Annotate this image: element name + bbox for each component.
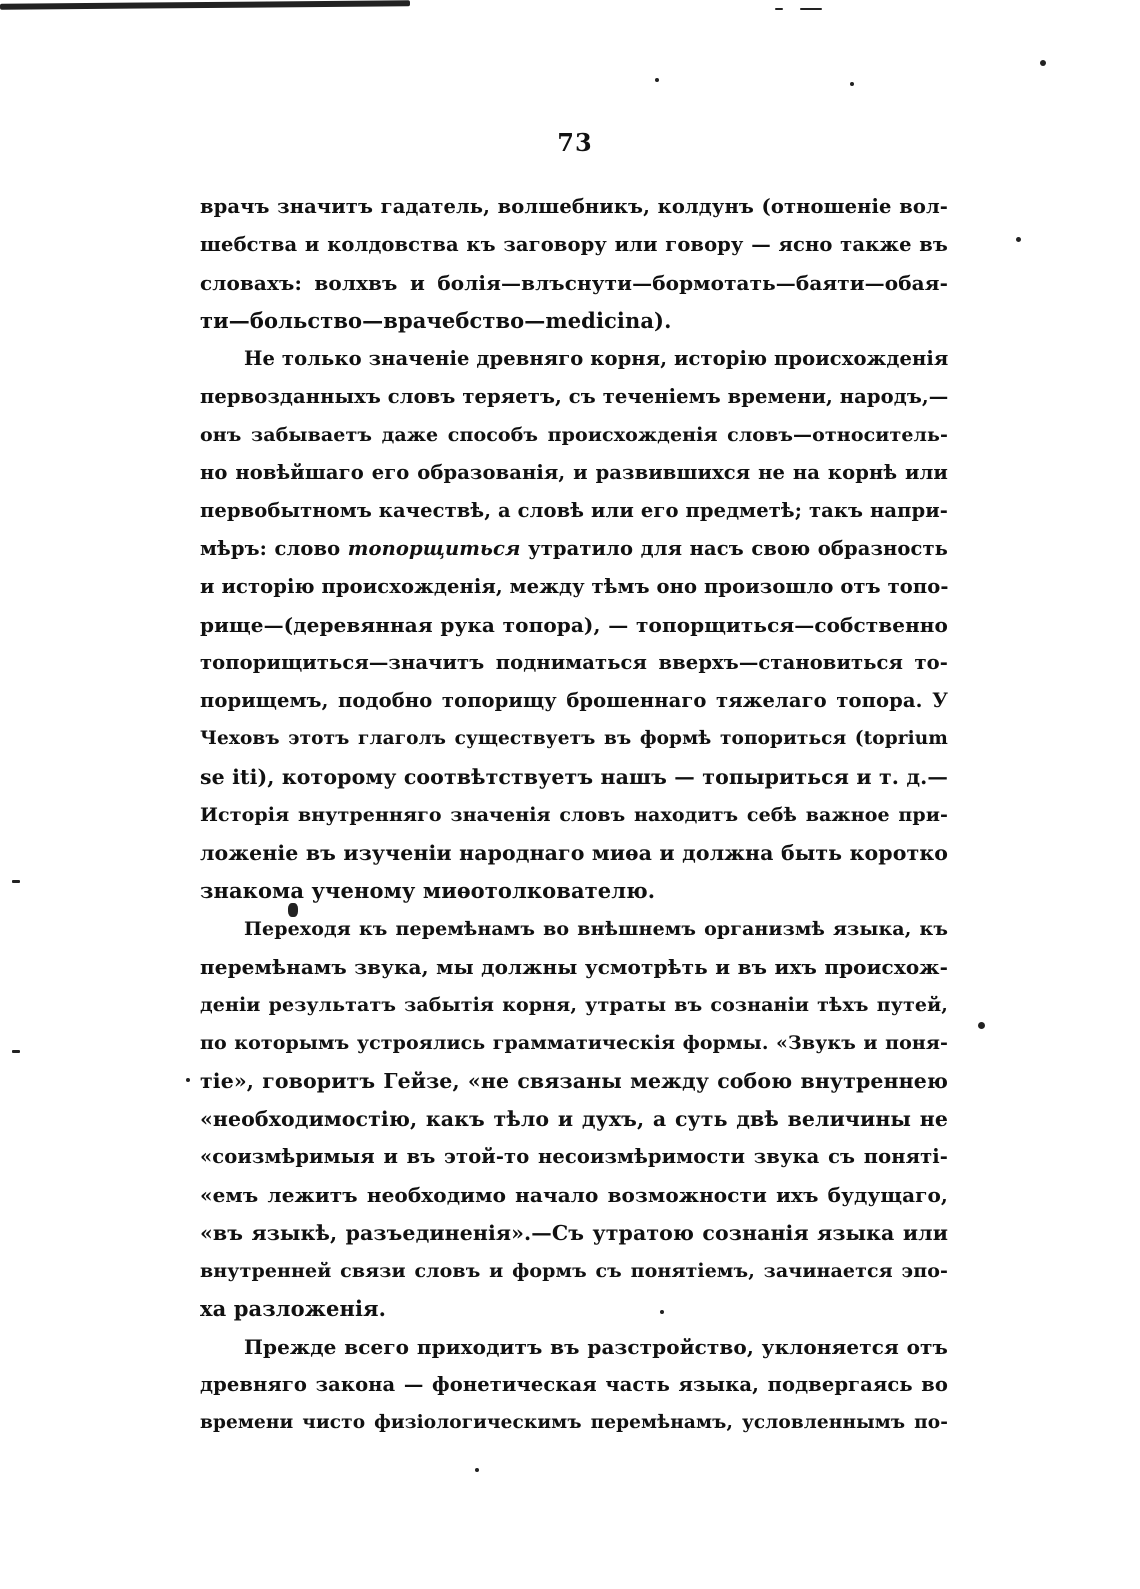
text-line: но новѣйшаго его образованія, и развившихся не на корнѣ или — [200, 461, 948, 484]
text-line: рище—(деревянная рука топора), — топорщиться—собственно — [200, 613, 948, 637]
text-line: внутренней связи словъ и формъ съ понятіемъ, зачинается эпо- — [200, 1260, 948, 1282]
scan-speck — [12, 1050, 20, 1053]
text-line: врачъ значитъ гадатель, волшебникъ, колдунъ (отношеніе вол- — [200, 195, 948, 218]
scan-speck — [1040, 60, 1046, 66]
scan-speck — [978, 1022, 985, 1029]
text-line: по которымъ устроялись грамматическія формы. «Звукъ и поня- — [200, 1032, 948, 1054]
text-line: Чеховъ этотъ глаголъ существуетъ въ формѣ топориться (toprium — [200, 728, 948, 749]
text-line: se iti), которому соотвѣтствуетъ нашъ — топыриться и т. д.— — [200, 765, 948, 789]
text-line: времени чисто физіологическимъ перемѣнамъ, условленнымъ по- — [200, 1412, 948, 1433]
text-line: словахъ: волхвъ и болія—влъснути—бормотать—баяти—обая- — [200, 271, 948, 295]
page-number: 73 — [557, 128, 593, 157]
scan-speck — [850, 82, 854, 86]
text-line: «необходимостію, какъ тѣло и духъ, а суть двѣ величины не — [200, 1107, 948, 1131]
italic-word: топорщиться — [347, 537, 521, 560]
text-line: ха разложенія. — [200, 1296, 387, 1321]
scan-speck — [775, 8, 783, 10]
paragraph-start-line: Прежде всего приходитъ въ разстройство, уклоняется отъ — [244, 1335, 948, 1359]
text-line: древняго закона — фонетическая часть языка, подвергаясь во — [200, 1373, 948, 1396]
paragraph-start-line: Переходя къ перемѣнамъ во внѣшнемъ организмѣ языка, къ — [244, 918, 948, 940]
text-line: первобытномъ качествѣ, а словѣ или его предметѣ; такъ напри- — [200, 499, 948, 522]
paragraph-start-line: Не только значеніе древняго корня, исторію происхожденія — [244, 347, 949, 370]
text-line: и исторію происхожденія, между тѣмъ оно произошло отъ топо- — [200, 575, 949, 598]
scan-speck — [800, 8, 822, 10]
text-line: порищемъ, подобно топорищу брошеннаго тяжелаго топора. У — [200, 689, 948, 712]
scan-speck — [655, 78, 659, 82]
text-line: ложеніе въ изученіи народнаго миѳа и должна быть коротко — [200, 841, 948, 865]
text-line-with-italic: мѣръ: слово топорщиться утратило для насъ свою образность — [200, 537, 948, 560]
text-line: Исторія внутренняго значенія словъ находитъ себѣ важное при- — [200, 804, 948, 826]
text-line: перемѣнамъ звука, мы должны усмотрѣть и въ ихъ происхож- — [200, 955, 948, 979]
text-line: онъ забываетъ даже способъ происхожденія словъ—относитель- — [200, 424, 948, 446]
scan-speck — [1016, 237, 1021, 242]
text-line: деніи результатъ забытія корня, утраты въ сознаніи тѣхъ путей, — [200, 994, 948, 1016]
scan-speck — [186, 1078, 190, 1082]
text-line: первозданныхъ словъ теряетъ, съ теченіемъ времени, народъ,— — [200, 385, 949, 408]
text-line: топорищиться—значитъ подниматься вверхъ—становиться то- — [200, 651, 948, 674]
text-line: «емъ лежитъ необходимо начало возможности ихъ будущаго, — [200, 1183, 948, 1207]
text-line: «въ языкѣ, разъединенія».—Съ утратою сознанія языка или — [200, 1221, 948, 1245]
scan-speck — [12, 880, 20, 883]
text-line: «соизмѣримыя и въ этой-то несоизмѣримости звука съ понятi- — [200, 1145, 948, 1168]
text-line: ти—больство—врачебство—medicina). — [200, 308, 672, 333]
top-edge-rule — [0, 0, 410, 10]
scan-speck — [475, 1468, 479, 1472]
text-line: тіе», говоритъ Гейзе, «не связаны между собою внутреннею — [200, 1069, 948, 1093]
text-line: шебства и колдовства къ заговору или говору — ясно также въ — [200, 233, 948, 256]
text-line: знакома ученому миѳотолкователю. — [200, 878, 656, 903]
